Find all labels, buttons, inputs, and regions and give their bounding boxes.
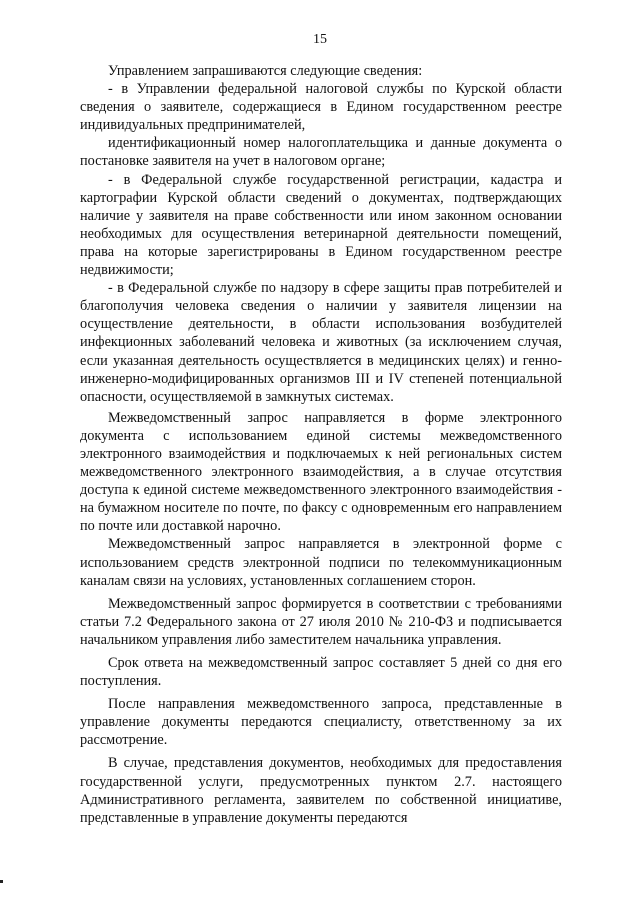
paragraph-after-request: После направления межведомственного запроса, представленные в управление документы передаются специалисту, ответственному за их рассмотрение. (80, 696, 562, 749)
document-body (80, 62, 562, 827)
paragraph-rosreestr: - в Федеральной службе государственной регистрации, кадастра и картографии Курской области сведений о документах, подтверждающих наличие у заявителя на праве собственности или ином законном основании необходимых для осуществления ветеринарной деятельности помещений, права на которые зарегистрированы в Едином государственном реестре недвижимости; (80, 171, 562, 279)
page-number: 15 (313, 32, 327, 47)
paragraph-tax-service: - в Управлении федеральной налоговой службы по Курской области сведения о заявителе, содержащиеся в Едином государственном реестре индивидуальных предпринимателей, (80, 81, 562, 134)
paragraph-tax-id: идентификационный номер налогоплательщика и данные документа о постановке заявителя на учет в налоговом органе; (80, 135, 562, 170)
paragraph-response-deadline: Срок ответа на межведомственный запрос составляет 5 дней со дня его поступления. (80, 655, 562, 690)
scan-artifact-mark (0, 880, 3, 883)
paragraph-electronic-signature: Межведомственный запрос направляется в электронной форме с использованием средств электронной подписи по телекоммуникационным каналам связи на условиях, установленных соглашением сторон. (80, 536, 562, 589)
paragraph-intro: Управлением запрашиваются следующие сведения: (108, 63, 423, 79)
paragraph-request-requirements: Межведомственный запрос формируется в соответствии с требованиями статьи 7.2 Федерального закона от 27 июля 2010 № 210-ФЗ и подписывается начальником управления либо заместителем начальника управления. (80, 595, 562, 648)
paragraph-request-form: Межведомственный запрос направляется в форме электронного документа с использованием единой системы межведомственного электронного взаимодействия и подключаемых к ней региональных систем межведомственного электронного взаимодействия, а в случае отсутствия доступа к единой системе межведомственного электронного взаимодействия - на бумажном носителе по почте, по факсу с одновременным его направлением по почте или доставкой нарочно. (80, 409, 562, 535)
paragraph-rospotrebnadzor: - в Федеральной службе по надзору в сфере защиты прав потребителей и благополучия человека сведения о наличии у заявителя лицензии на осуществление деятельности, в области использования возбудителей инфекционных заболеваний человека и животных (за исключением случая, если указанная деятельность осуществляется в медицинских целях) и генно-инженерно-модифицированных организмов III и IV степеней потенциальной опасности, осуществляемой в замкнутых системах. (80, 280, 562, 405)
paragraph-own-initiative: В случае, представления документов, необходимых для предоставления государственной услуги, предусмотренных пунктом 2.7. настоящего Административного регламента, заявителем по собственной инициативе, представленные в управление документы передаются (80, 755, 562, 826)
